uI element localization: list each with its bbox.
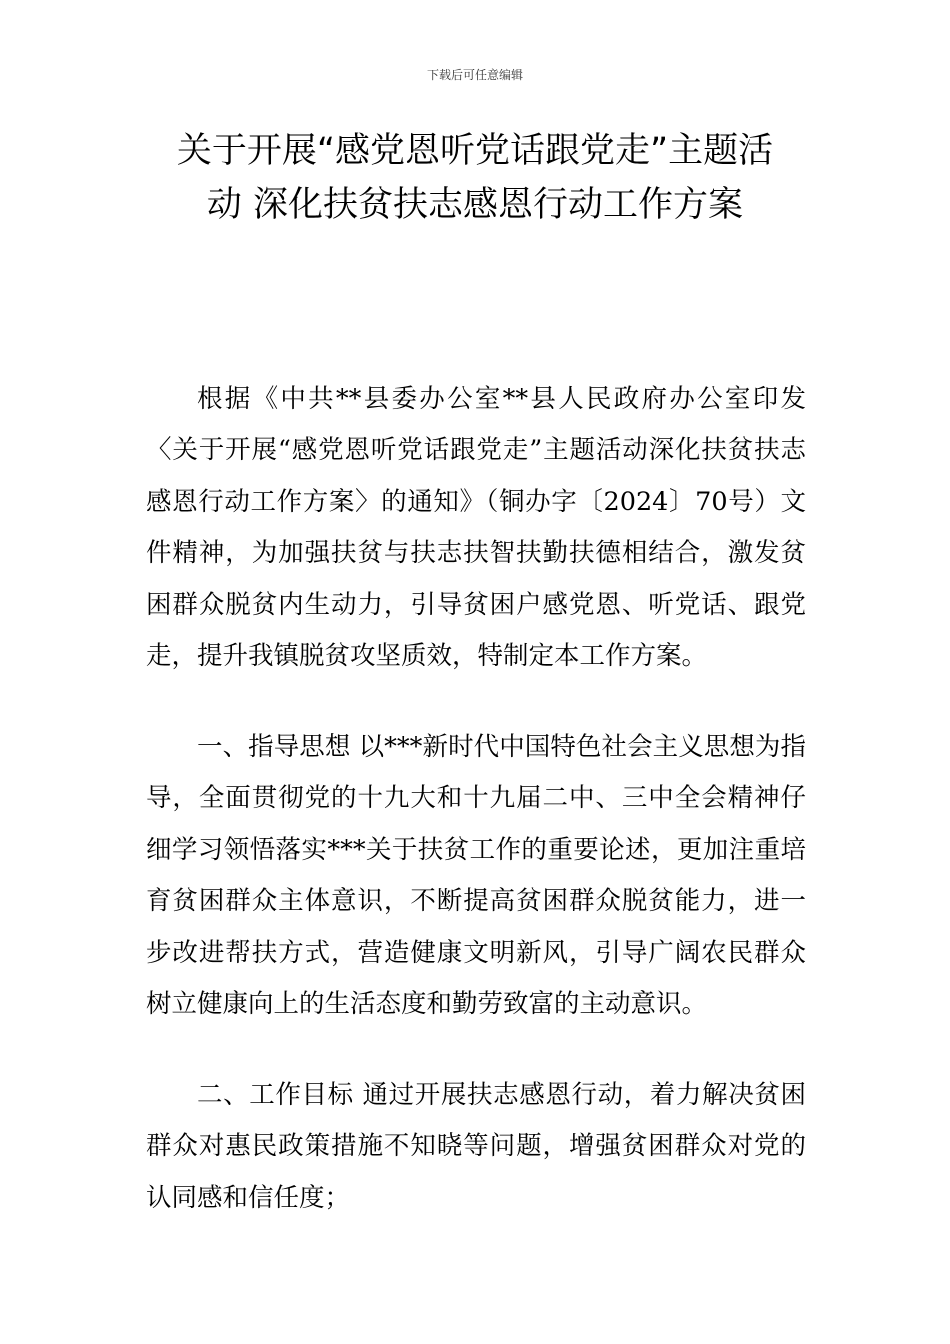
paragraph-guiding-ideology: 一、指导思想 以***新时代中国特色社会主义思想为指导，全面贯彻党的十九大和十九届二中、三中全会精神仔细学习领悟落实***关于扶贫工作的重要论述，更加注重培育贫困群众主体意识，不断提高贫困群众脱贫能力，进一步改进帮扶方式，营造健康文明新风，引导广阔农民群众树立健康向上的生活态度和勤劳致富的主动意识。 (146, 732, 806, 1020)
paragraph-work-goals: 二、工作目标 通过开展扶志感恩行动，着力解决贫困群众对惠民政策措施不知晓等问题，增强贫困群众对党的认同感和信任度； (146, 1080, 806, 1213)
paragraph-intro: 根据《中共**县委办公室**县人民政府办公室印发〈关于开展“感党恩听党话跟党走”主题活动深化扶贫扶志感恩行动工作方案〉的通知》（铜办字〔2024〕70号）文件精神，为加强扶贫与扶志扶智扶勤扶德相结合，激发贫困群众脱贫内生动力，引导贫困户感党恩、听党话、跟党走，提升我镇脱贫攻坚质效，特制定本工作方案。 (146, 384, 806, 672)
header-note: 下载后可任意编辑 (426, 68, 523, 82)
title-line-1: 关于开展“感党恩听党话跟党走”主题活 (176, 131, 774, 171)
title-line-2: 动 深化扶贫扶志感恩行动工作方案 (206, 185, 744, 225)
document-title (130, 124, 820, 232)
